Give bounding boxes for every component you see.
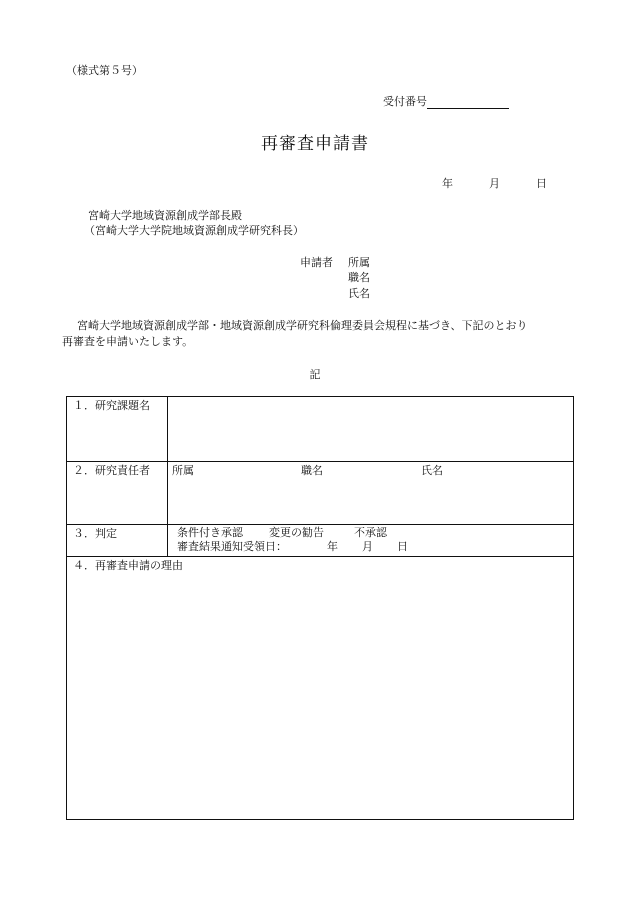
notice-year: 年 <box>327 540 338 553</box>
table-row <box>67 462 574 525</box>
notice-date-label: 審査結果通知受領日： <box>177 540 287 553</box>
body-text-line1: 宮崎大学地域資源創成学部・地域資源創成学研究科倫理委員会規程に基づき、下記のとおり <box>77 319 528 332</box>
pi-position-label: 職名 <box>301 464 323 477</box>
judgment-option-disapproval[interactable]: 不承認 <box>354 526 387 539</box>
application-date <box>442 177 547 191</box>
body-text-line2: 再審査を申請いたします。 <box>62 335 194 348</box>
reason-field[interactable] <box>67 557 574 820</box>
judgment-label: ３．判定 <box>73 527 117 540</box>
notice-date-line <box>177 540 408 554</box>
reception-number-blank <box>427 96 509 109</box>
applicant-name: 氏名 <box>348 287 370 300</box>
addressee-line1: 宮崎大学地域資源創成学部長殿 <box>88 209 242 222</box>
date-day: 日 <box>536 177 547 190</box>
reception-number <box>383 95 509 109</box>
pi-label-cell <box>67 462 168 525</box>
date-month: 月 <box>489 177 500 190</box>
judgment-option-change-recommendation[interactable]: 変更の勧告 <box>269 526 324 539</box>
research-title-field[interactable] <box>168 397 574 462</box>
reason-label: ４．再審査申請の理由 <box>73 559 183 572</box>
judgment-field[interactable] <box>168 525 574 557</box>
judgment-options <box>177 526 387 540</box>
page-title: 再審査申請書 <box>261 134 369 154</box>
reception-number-label: 受付番号 <box>383 95 427 108</box>
pi-field[interactable] <box>168 462 574 525</box>
form-number: （様式第５号） <box>66 64 143 77</box>
ki-heading: 記 <box>309 368 321 381</box>
judgment-option-conditional-approval[interactable]: 条件付き承認 <box>177 526 243 539</box>
notice-day: 日 <box>397 540 408 553</box>
pi-affiliation-label: 所属 <box>172 464 194 477</box>
applicant-label: 申請者 <box>300 256 333 269</box>
applicant-position: 職名 <box>348 271 370 284</box>
research-title-label: １．研究課題名 <box>73 399 150 412</box>
date-year: 年 <box>442 177 453 190</box>
addressee-line2: （宮崎大学大学院地域資源創成学研究科長） <box>84 224 304 237</box>
table-row <box>67 557 574 820</box>
pi-label: ２．研究責任者 <box>73 464 150 477</box>
applicant-affiliation: 所属 <box>348 256 370 269</box>
pi-name-label: 氏名 <box>421 464 443 477</box>
application-table <box>66 396 574 820</box>
judgment-label-cell <box>67 525 168 557</box>
research-title-label-cell <box>67 397 168 462</box>
table-row <box>67 397 574 462</box>
table-row <box>67 525 574 557</box>
notice-month: 月 <box>362 540 373 553</box>
